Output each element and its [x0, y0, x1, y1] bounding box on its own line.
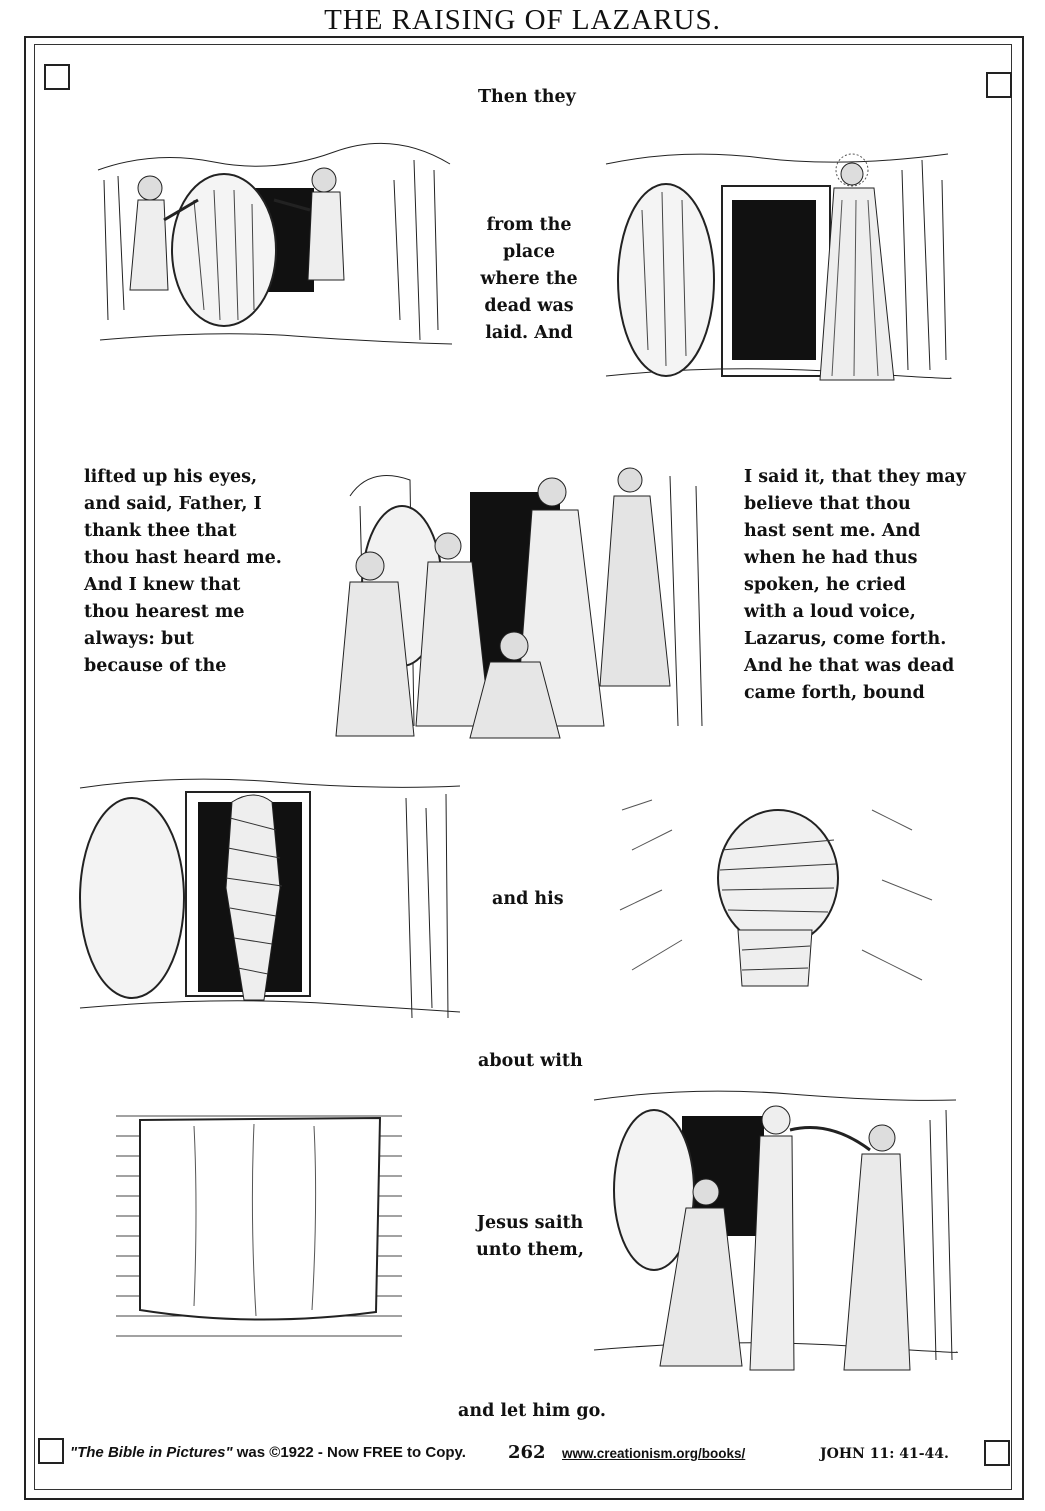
footer-copyright	[70, 1444, 466, 1461]
caption-lifted-up-his-eyes	[84, 464, 282, 680]
caption-line: laid. And	[485, 323, 573, 343]
caption-i-said-it	[744, 464, 966, 707]
caption-line: Jesus saith	[476, 1213, 584, 1233]
caption-line: hast sent me. And	[744, 521, 921, 541]
footer-copyright-text: was ©1922 - Now FREE to Copy.	[232, 1444, 466, 1461]
caption-and-his: and his	[492, 889, 564, 909]
picture-unbinding-lazarus	[590, 1080, 960, 1378]
picture-bound-face	[612, 790, 942, 1004]
caption-line: when he had thus	[744, 548, 918, 568]
caption-line: where the	[480, 269, 578, 289]
caption-line: And he that was dead	[744, 656, 955, 676]
caption-line: Lazarus, come forth.	[744, 629, 947, 649]
caption-line: always: but	[84, 629, 195, 649]
caption-line: I said it, that they may	[744, 467, 966, 487]
caption-line: And I knew that	[84, 575, 241, 595]
scripture-reference: JOHN 11: 41-44.	[820, 1446, 949, 1462]
caption-line: thank thee that	[84, 521, 237, 541]
footer-url-link[interactable]: www.creationism.org/books/	[562, 1446, 746, 1461]
caption-line: and said, Father, I	[84, 494, 262, 514]
page-number: 262	[508, 1442, 546, 1463]
caption-line: came forth, bound	[744, 683, 925, 703]
footer-book-title: "The Bible in Pictures"	[70, 1444, 233, 1461]
caption-about-with: about with	[478, 1051, 583, 1071]
corner-ornament	[44, 64, 70, 90]
picture-rolling-stone	[94, 140, 456, 362]
caption-jesus-saith	[474, 1210, 586, 1264]
caption-line: place	[502, 242, 555, 262]
caption-line: thou hearest me	[84, 602, 245, 622]
picture-napkin	[114, 1106, 404, 1346]
caption-line: with a loud voice,	[744, 602, 916, 622]
caption-line: unto them,	[476, 1240, 584, 1260]
corner-ornament	[38, 1438, 64, 1464]
caption-and-let-him-go: and let him go.	[458, 1401, 607, 1421]
corner-ornament	[986, 72, 1012, 98]
picture-jesus-at-tomb	[602, 140, 954, 394]
picture-lazarus-bound	[76, 768, 464, 1038]
caption-line: from the	[486, 215, 572, 235]
caption-from-the-place	[474, 212, 584, 347]
corner-ornament	[984, 1440, 1010, 1466]
picture-jesus-praying	[330, 436, 722, 740]
caption-line: spoken, he cried	[744, 575, 906, 595]
caption-line: dead was	[484, 296, 574, 316]
caption-line: thou hast heard me.	[84, 548, 282, 568]
caption-line: because of the	[84, 656, 227, 676]
caption-then-they: Then they	[478, 87, 576, 107]
caption-line: lifted up his eyes,	[84, 467, 258, 487]
caption-line: believe that thou	[744, 494, 911, 514]
page-title: THE RAISING OF LAZARUS.	[324, 4, 721, 36]
